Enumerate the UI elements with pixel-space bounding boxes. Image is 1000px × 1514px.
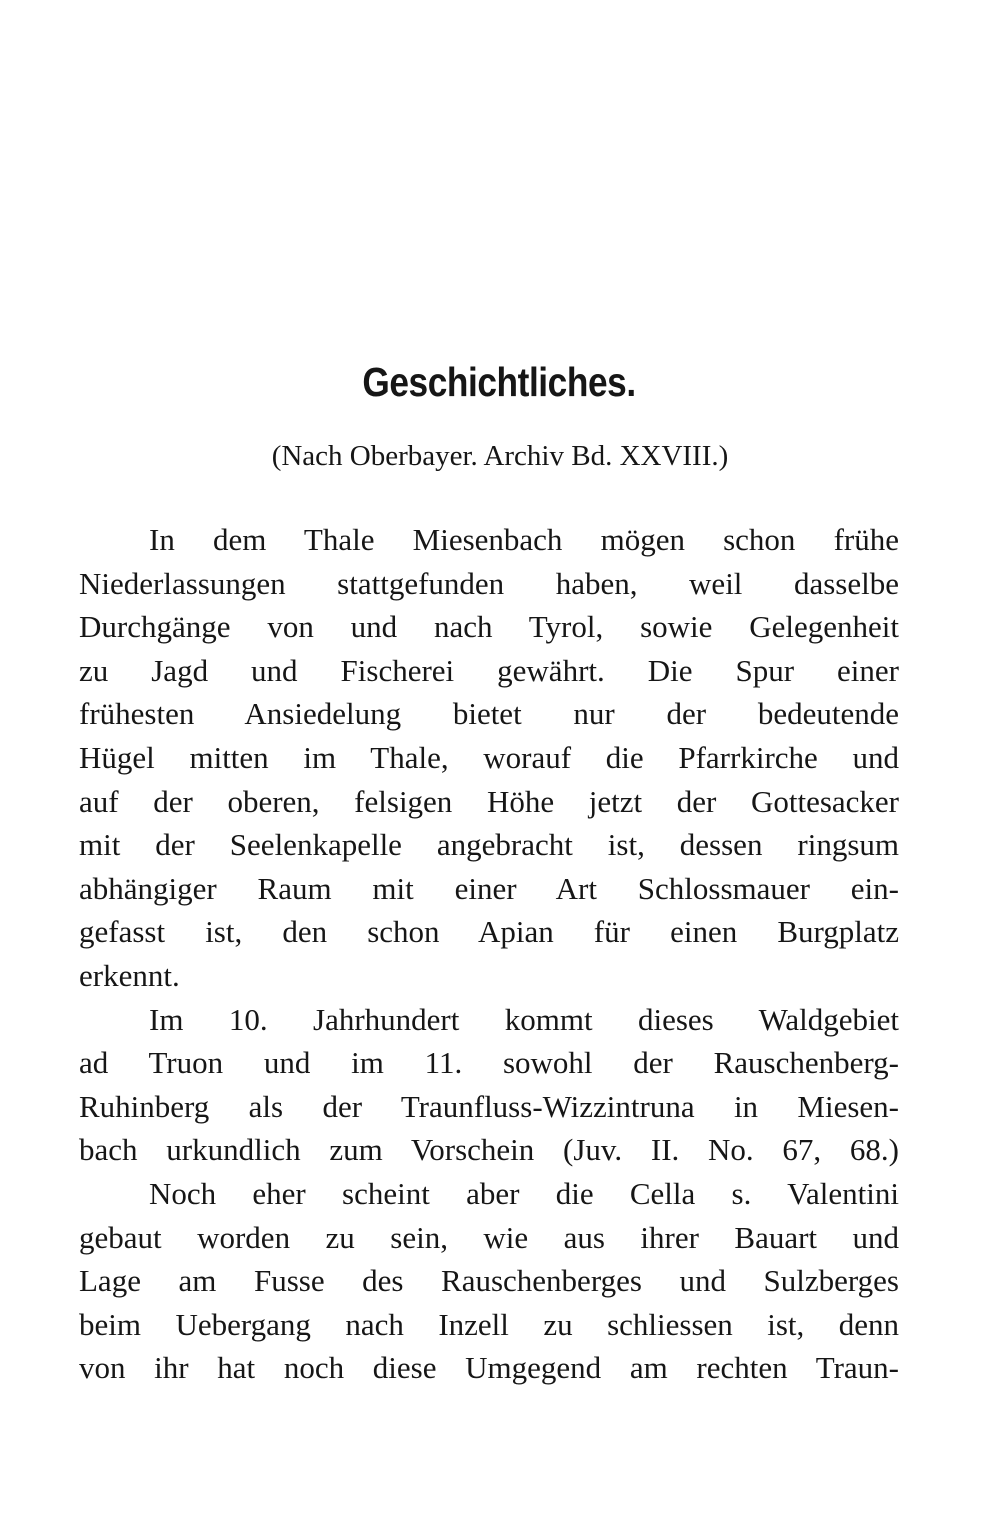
text-line: auf der oberen, felsigen Höhe jetzt der Gottesacker (79, 783, 899, 819)
text-line: erkennt. (79, 957, 180, 993)
page-heading: Geschichtliches. (362, 359, 636, 405)
text-line: gefasst ist, den schon Apian für einen Burgplatz (79, 914, 899, 950)
text-line: Im 10. Jahrhundert kommt dieses Waldgebiet (149, 1001, 899, 1037)
text-line: abhängiger Raum mit einer Art Schlossmauer ein- (79, 870, 899, 906)
source-note: (Nach Oberbayer. Archiv Bd. XXVIII.) (271, 440, 729, 472)
text-line: gebaut worden zu sein, wie aus ihrer Bauart und (79, 1219, 899, 1255)
text-line: mit der Seelenkapelle angebracht ist, dessen ringsum (79, 827, 899, 863)
text-line: Niederlassungen stattgefunden haben, weil dasselbe (79, 565, 899, 601)
body-text (79, 518, 899, 1390)
text-line: beim Uebergang nach Inzell zu schliessen ist, denn (79, 1306, 899, 1342)
text-line: bach urkundlich zum Vorschein (Juv. II. No. 67, 68.) (79, 1132, 899, 1168)
text-line: frühesten Ansiedelung bietet nur der bedeutende (79, 696, 899, 732)
paragraph (79, 1172, 899, 1390)
paragraph (79, 998, 899, 1172)
text-line: Lage am Fusse des Rauschenberges und Sulzberges (79, 1263, 899, 1299)
text-line: ad Truon und im 11. sowohl der Rauschenberg- (79, 1045, 899, 1081)
text-line: Ruhinberg als der Traunfluss-Wizzintruna in Miesen- (79, 1088, 899, 1124)
text-line: von ihr hat noch diese Umgegend am rechten Traun- (79, 1350, 899, 1386)
text-line: Durchgänge von und nach Tyrol, sowie Gelegenheit (79, 609, 899, 645)
text-line: Hügel mitten im Thale, worauf die Pfarrkirche und (79, 739, 899, 775)
text-line: In dem Thale Miesenbach mögen schon frühe (149, 522, 899, 557)
text-line: Noch eher scheint aber die Cella s. Valentini (149, 1175, 899, 1211)
paragraph (79, 518, 899, 998)
text-line: zu Jagd und Fischerei gewährt. Die Spur einer (79, 652, 899, 688)
